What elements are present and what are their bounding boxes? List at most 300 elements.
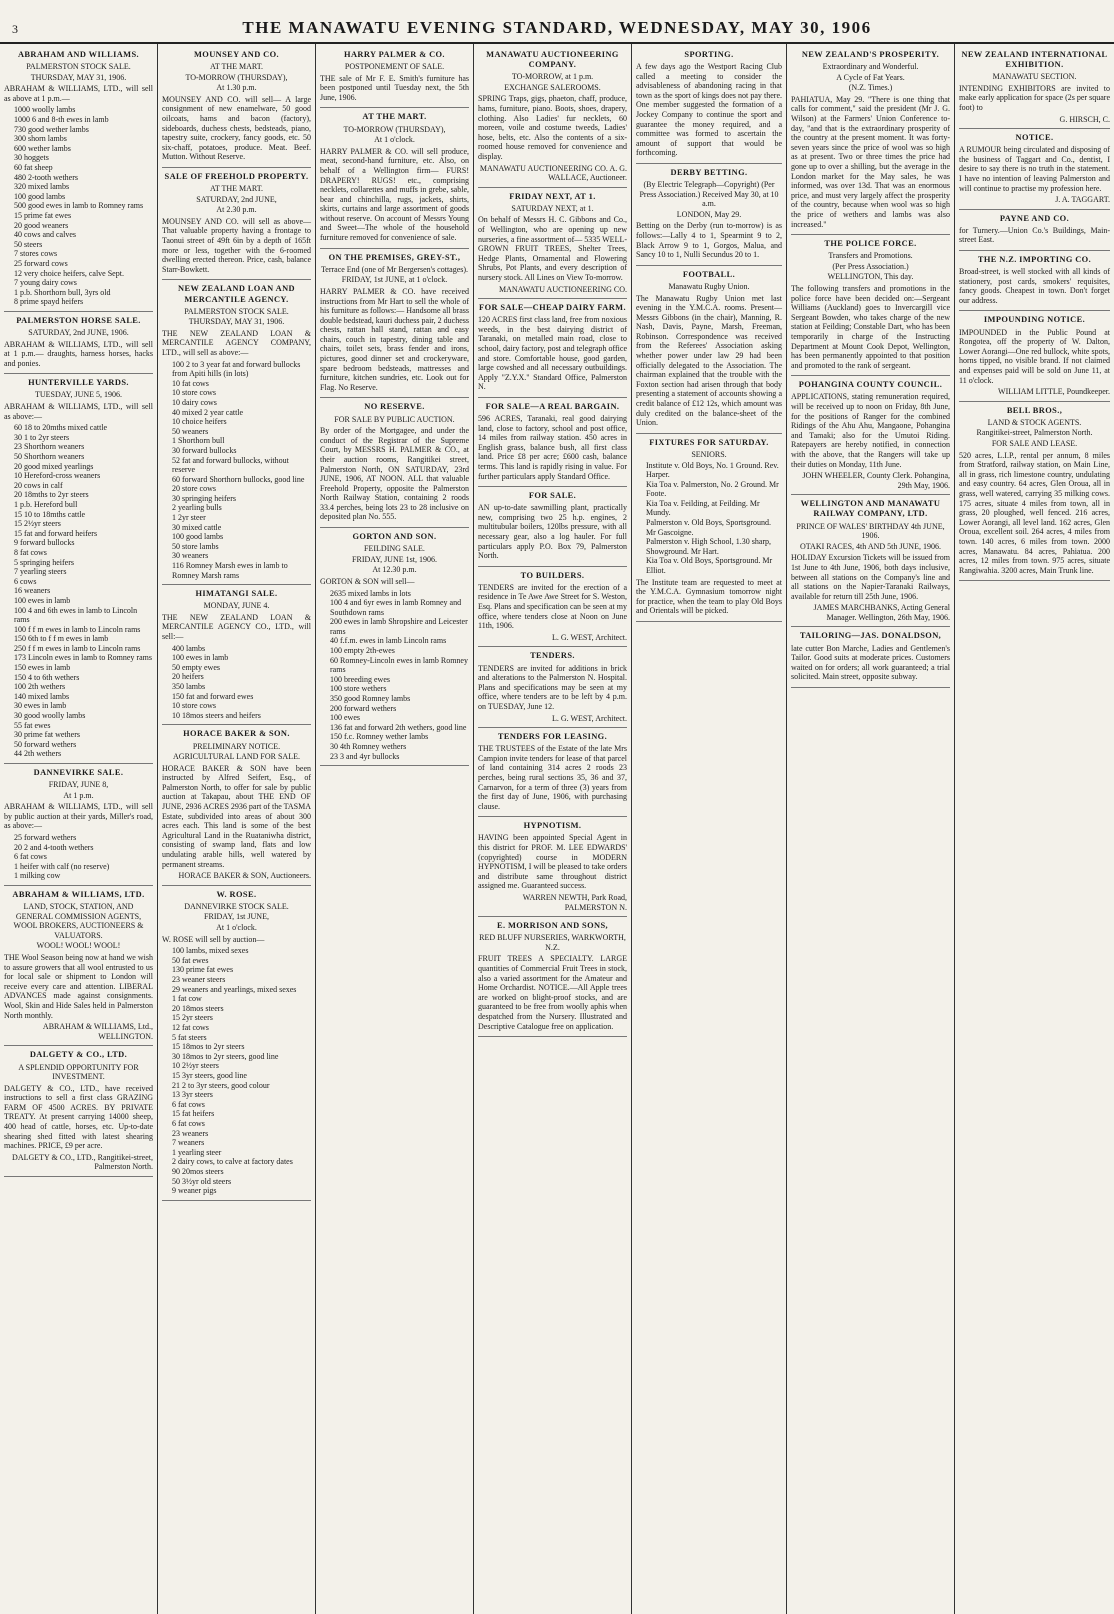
advert-body: PAHIATUA, May 29. "There is one thing that calls for comment," said the president (Mr J. G. Wilson) at the Farmers' Union Conference to-day, "and that is the extraordinary prosperity of the country at the present moment. It was forty-seven years since the price of wool was so high as at present. Two or three times the price had gone up to over a shilling, but the average in the London market for the May sales, he was informed, was over 13d. That was an enormous price, and must very largely affect the prosperity of the country, because when wool was so high the price of wethers and lambs was also increased." [791, 94, 950, 229]
stock-entry: 20 store cows [172, 484, 216, 494]
advert-body: GORTON & SON will sell— [320, 576, 415, 586]
advert-subheading: (Per Press Association.) [832, 261, 909, 271]
stock-entry: 100 2th wethers [14, 682, 66, 692]
advert-subheading: LONDON, May 29. [676, 209, 742, 219]
advert-body: Betting on the Derby (run to-morrow) is as follows:—Lally 4 to 1, Spearmint 9 to 2, Black Arrow 9 to 1, Gorgos, Malua, and Sancy 10 to 1, Nulli Secundus 20 to 1. [636, 221, 782, 260]
advert-subheading: PALMERSTON STOCK SALE. [26, 62, 131, 72]
stock-entry: 21 2 to 3yr steers, good colour [172, 1080, 270, 1090]
advert-subheading: At 1 o'clock. [216, 923, 257, 933]
advert-body: TENDERS are invited for additions in brick and alterations to the Palmerston N. Hospital. Plans and specifications may be seen at my office, where tenders are to be left by 4 p.m. on TUESDAY, June 12. [478, 663, 627, 711]
stock-entry: 6 fat cows [172, 1099, 205, 1109]
stock-entry: 60 forward Shorthorn bullocks, good line [172, 474, 305, 484]
advert-block [4, 886, 153, 1046]
advert-subheading: POSTPONEMENT OF SALE. [344, 62, 445, 72]
advert-body: Broad-street, is well stocked with all kinds of stationery, post cards, smokers' requisites, fancy goods. Cheapest in town. Don't forget our address. [959, 267, 1110, 305]
stock-entry: 136 fat and forward 2th wethers, good line [330, 722, 467, 732]
stock-entry: 9 weaner pigs [172, 1186, 217, 1196]
stock-entry: 150 f.c. Romney wether lambs [330, 732, 429, 742]
stock-entry: 480 2-tooth wethers [14, 172, 78, 182]
column-1 [0, 44, 158, 1614]
advert-subheading: FRIDAY, 1st JUNE, at 1 o'clock. [341, 275, 448, 285]
stock-list [330, 589, 469, 762]
advert-body: A RUMOUR being circulated and disposing of the business of Taggart and Co., dentist, I desire to say there is no truth in the statement. I have no intention of leaving Palmerston and will continue to practise my profession here. [959, 145, 1110, 193]
advert-body: On behalf of Messrs H. C. Gibbons and Co., of Wellington, who are opening up new nurseries, a fine assortment of— 5335 WELL-GROWN FRUIT TREES, Shelter Trees, Hedge Plants, Ornamental and Flowering Shrubs, Pot Plants, and every description of nursery stock. All Lines on View To-morrow. [478, 215, 627, 282]
advert-body: THE NEW ZEALAND LOAN & MERCANTILE AGENCY COMPANY, LTD., will sell as above:— [162, 328, 311, 357]
stock-entry: 40 cows and calves [14, 230, 76, 240]
stock-entry: 150 fat and forward ewes [172, 691, 254, 701]
stock-entry: 100 good lambs [14, 191, 66, 201]
advert-subheading: At 1 o'clock. [374, 135, 415, 145]
stock-entry: 7 yearling steers [14, 567, 67, 577]
stock-list [172, 360, 311, 581]
advert-heading: HYPNOTISM. [523, 821, 582, 831]
advert-block [636, 46, 782, 164]
advert-subheading: AGRICULTURAL LAND FOR SALE. [173, 752, 300, 762]
advert-body: By order of the Mortgagee, and under the conduct of the Registrar of the Supreme Court, by MESSRS H. PALMER & CO., at their auction rooms, Rangitikei street, Palmerston North, ON SATURDAY, 23rd JUNE, 1906, AT NOON. ALL that valuable Freehold Property, opposite the Palmerston North Railway Station, containing 2 roods 33.4 perches, being lots 23 to 28 inclusive on deposited plan No. 555. [320, 426, 469, 522]
advert-body: IMPOUNDED in the Public Pound at Rongotea, off the property of W. Dalton, Lower Aorangi—One red bullock, white spots, horns tipped, no visible brand. If not claimed and expenses paid will be sold on June 11, at 11 o'clock. [959, 327, 1110, 385]
stock-entry: 60 18 to 20mths mixed cattle [14, 423, 108, 433]
stock-entry: 9 forward bullocks [14, 538, 75, 548]
advert-subheading: (By Electric Telegraph—Copyright) (Per Press Association.) Received May 30, at 10 a.m. [639, 180, 779, 209]
stock-entry: 500 good ewes in lamb to Romney rams [14, 201, 144, 211]
advert-subheading: Extraordinary and Wonderful. [822, 62, 919, 72]
advert-signature: MANAWATU AUCTIONEERING CO. [498, 284, 627, 294]
advert-subheading: At 12.30 p.m. [372, 565, 417, 575]
advert-subheading: THURSDAY, MAY 31, 1906. [188, 317, 285, 327]
stock-entry: 20 good weaners [14, 220, 69, 230]
stock-entry: 100 breeding ewes [330, 674, 390, 684]
advert-heading: E. MORRISON AND SONS, [496, 921, 608, 931]
advert-body: W. ROSE will sell by auction— [162, 934, 265, 944]
advert-block [162, 725, 311, 885]
advert-heading: SPORTING. [684, 50, 734, 59]
advert-body: FRUIT TREES A SPECIALTY. LARGE quantities of Commercial Fruit Trees in stock, also a varied assortment for the Amateur and Home Orchardist. NOTICE.—All Apple trees are worked on blight-proof stocks, and are guaranteed to be free from woolly aphis when despatched from the Nursery. Illustrated and Descriptive Catalogue free on application. [478, 954, 627, 1031]
advert-subheading: Manawatu Rugby Union. [668, 281, 750, 291]
stock-entry: 100 ewes in lamb [172, 653, 229, 663]
advert-signature: WARREN NEWTH, Park Road, PALMERSTON N. [522, 892, 627, 912]
advert-heading: IMPOUNDING NOTICE. [983, 315, 1086, 325]
advert-heading: TAILORING—JAS. DONALDSON, [799, 631, 942, 641]
stock-entry: 20 cows in calf [14, 480, 63, 490]
advert-heading: NOTICE. [1015, 133, 1054, 143]
stock-entry: 10 2½yr steers [172, 1061, 219, 1071]
advert-heading: NEW ZEALAND'S PROSPERITY. [801, 50, 940, 59]
stock-entry: 60 fat sheep [14, 163, 53, 173]
advert-block [636, 266, 782, 434]
advert-block [162, 46, 311, 168]
advert-body: HARRY PALMER & CO. have received instructions from Mr Hart to sell the whole of his furniture as follows:— Handsome all brass double bedstead, kauri duchess pair, 2 duchess chests, rattan hall stand, rattan and easy chairs, couch in tapestry, dining table and chairs, toilet sets, brass fender and irons, pictures, good dinner set and crockeryware, spare bedroom bedsteads, mattresses and furniture, kitchen sundries, etc. Look out for Flag. No Reserve. [320, 286, 469, 392]
advert-heading: HIMATANGI SALE. [195, 589, 278, 599]
advert-body: THE sale of Mr F. E. Smith's furniture has been postponed until Tuesday next, the 5th June, 1906. [320, 73, 469, 102]
stock-entry: 16 weaners [14, 586, 51, 596]
advert-block [320, 108, 469, 248]
stock-entry: 130 prime fat ewes [172, 965, 234, 975]
stock-entry: 10 dairy cows [172, 397, 217, 407]
stock-entry: 15 3yr steers, good line [172, 1070, 247, 1080]
advert-body: 520 acres, L.I.P., rental per annum, 8 miles from Stratford, railway station, on Main Line, all in grass, rich limestone country, undulating and easy country. 64 acres, Glen Oroua, all in grass, well watered, carrying 35 milking cows. 175 acres, situate 4 miles from town, all in grass, 20 ploughed, well fenced. 216 acres, Lower Aorangi, all level land. 162 acres, Glen Oroua, excellent soil. 264 acres, 4 miles from town. 140 acres, 6 miles from town. 2000 acres, Manawatu. 84 acres, Pahiatua. 200 acres, 12 miles from town. 975 acres, situate Rangiwahia. 3200 acres, Main Trunk line. [959, 450, 1110, 575]
advert-heading: THE N.Z. IMPORTING CO. [977, 255, 1092, 265]
stock-entry: 100 ewes [330, 713, 360, 723]
stock-entry: 7 stores cows [14, 249, 58, 259]
advert-body: THE TRUSTEES of the Estate of the late Mrs Campion invite tenders for lease of that parcel of land containing 314 acres 2 roods 23 perches, being rural sections 35, 36 and 37, Carnarvon, for a term of three (3) years from the first day of June, 1906, with purchasing clause. [478, 744, 627, 811]
advert-subheading: TO-MORROW, at 1 p.m. [511, 72, 594, 82]
advert-heading: FOOTBALL. [682, 269, 736, 279]
stock-entry: 600 wether lambs [14, 143, 71, 153]
stock-entry: 52 fat and forward bullocks, without reserve [172, 455, 289, 475]
stock-list [172, 644, 311, 721]
advert-heading: AT THE MART. [362, 112, 427, 122]
masthead [0, 0, 1114, 44]
advert-subheading: WELLINGTON, This day. [827, 272, 914, 282]
advert-subheading: Rangitikei-street, Palmerston North. [976, 428, 1093, 438]
advert-body: SPRING Traps, gigs, phaeton, chaff, produce, hams, furniture, piano. Boots, shoes, drapery, clothing. Also Ladies' fur necklets, 60 moreen, voile and costume tweeds, Ladies' hose, belts, etc. Also the contents of a six-roomed house removed for convenience and display. [478, 94, 627, 161]
stock-entry: 30 ewes in lamb [14, 701, 67, 711]
advert-body: 596 ACRES, Taranaki, real good dairying land, close to factory, school and post office, 14 miles from railway station. 450 acres in English grass, balance bush, all first class land. Price £8 per acre; £600 cash, balance terms. This land is rapidly rising in value. For further particulars apply Standard Office. [478, 414, 627, 481]
advert-heading: W. ROSE. [216, 889, 257, 899]
stock-entry: 6 cows [14, 576, 37, 586]
advert-signature: HORACE BAKER & SON, Auctioneers. [178, 871, 311, 881]
advert-body: ABRAHAM & WILLIAMS, LTD., will sell as above at 1 p.m.— [4, 84, 153, 103]
stock-entry: 1 heifer with calf (no reserve) [14, 861, 110, 871]
advert-body: ABRAHAM & WILLIAMS, LTD., will sell as above:— [4, 402, 153, 421]
advert-heading: BELL BROS., [1006, 405, 1063, 415]
stock-entry: 8 prime spayd heifers [14, 297, 84, 307]
stock-entry: 30 4th Romney wethers [330, 742, 407, 752]
advert-subheading: SENIORS. [691, 449, 727, 459]
advert-signature: DALGETY & CO., LTD., Rangitikei-street, Palmerston North. [12, 1152, 153, 1172]
stock-entry: 150 4 to 6th wethers [14, 672, 80, 682]
stock-entry: 100 store wethers [330, 684, 387, 694]
advert-block [478, 728, 627, 817]
advert-subheading: OTAKI RACES, 4th AND 5th JUNE, 1906. [800, 541, 941, 551]
advert-subheading: PRINCE OF WALES' BIRTHDAY 4th JUNE, 1906. [796, 521, 945, 541]
stock-entry: 50 weaners [172, 426, 209, 436]
stock-entry: 7 young dairy cows [14, 278, 77, 288]
stock-entry: 730 good wether lambs [14, 124, 89, 134]
stock-entry: 50 empty ewes [172, 662, 220, 672]
stock-entry: 50 forward wethers [14, 739, 77, 749]
advert-subheading: FEILDING SALE. [364, 544, 425, 554]
stock-entry: 250 f f m ewes in lamb to Lincoln rams [14, 643, 141, 653]
advert-subheading: EXCHANGE SALEROOMS. [504, 82, 601, 92]
fixture-entry: Palmerston v. Old Boys, Sportsground. Mr Gascoigne. [646, 518, 772, 537]
newspaper-columns [0, 44, 1114, 1614]
advert-block [478, 567, 627, 648]
stock-entry: 23 Shorthorn weaners [14, 442, 85, 452]
advert-heading: TENDERS FOR LEASING. [497, 732, 608, 742]
advert-subheading: SATURDAY, 2nd JUNE, 1906. [28, 328, 129, 337]
advert-heading: ABRAHAM AND WILLIAMS. [17, 50, 140, 59]
stock-entry: 2 yearling bulls [172, 503, 222, 513]
stock-entry: 1 p.b. Hereford bull [14, 499, 78, 509]
advert-subheading: At 1 p.m. [63, 790, 94, 800]
stock-entry: 1 Shorthorn bull [172, 436, 225, 446]
advert-subheading: (N.Z. Times.) [848, 83, 893, 93]
stock-list [172, 946, 311, 1195]
stock-entry: 100 ewes in lamb [14, 595, 71, 605]
column-2 [158, 44, 316, 1614]
advert-body: APPLICATIONS, stating remuneration required, will be received up to noon on Friday, 8th June, for the positions of Ranger for the combined Ridings of the Ahu Ahu, Mangaone, Pohangina and Tamaki; also for the Umutoi Riding. Ratepayers are hereby notified, in connection with the above, that the Rangers will take up their duties on Monday, 11th June. [791, 392, 950, 469]
advert-heading: FOR SALE—CHEAP DAIRY FARM. [479, 303, 626, 313]
advert-block [959, 129, 1110, 210]
advert-signature: L. G. WEST, Architect. [551, 713, 627, 723]
advert-block [320, 528, 469, 766]
stock-entry: 200 forward wethers [330, 703, 397, 713]
stock-entry: 1 2yr steer [172, 513, 206, 523]
advert-subheading: FRIDAY, JUNE 8, [48, 780, 109, 790]
stock-entry: 30 18mos to 2yr steers, good line [172, 1051, 279, 1061]
stock-entry: 90 20mos steers [172, 1166, 224, 1176]
advert-heading: HUNTERVILLE YARDS. [28, 378, 129, 388]
stock-entry: 100 lambs, mixed sexes [172, 946, 249, 956]
advert-body: DALGETY & CO., LTD., have received instructions to sell a first class GRAZING FARM OF 4500 ACRES. BY PRIVATE TREATY. At present carrying 14000 sheep, 400 head of cattle, horses, etc. Up-to-date shearing shed fitted with latest shearing machines. PRICE, £9 per acre. [4, 1083, 153, 1151]
advert-block [320, 249, 469, 399]
advert-body: MOUNSEY AND CO. will sell as above— That valuable property having a frontage to Taonui street of 49ft 6in by a depth of 165ft more or less, together with the 6-roomed dwelling erected thereon. Price, cash, balance Starr-Bowkett. [162, 216, 311, 274]
advert-body: late cutter Bon Marche, Ladies and Gentlemen's Tailor. Good suits at moderate prices. Customers waited on for orders; all work guaranteed; a trial solicited. Main street, opposite subway. [791, 643, 950, 682]
advert-heading: DANNEVIRKE SALE. [33, 768, 124, 778]
stock-entry: 10 fat cows [172, 378, 209, 388]
advert-signature: G. HIRSCH, C. [1059, 114, 1110, 124]
advert-block [162, 886, 311, 1201]
stock-entry: 8 fat cows [14, 547, 47, 557]
stock-entry: 200 ewes in lamb Shropshire and Leicester rams [330, 617, 468, 636]
stock-entry: 150 6th to f f m ewes in lamb [14, 634, 109, 644]
advert-heading: GORTON AND SON. [352, 532, 437, 542]
advert-signature: MANAWATU AUCTIONEERING CO. A. G. WALLACE, Auctioneer. [479, 163, 627, 183]
stock-entry: 29 weaners and yearlings, mixed sexes [172, 984, 297, 994]
advert-body: A few days ago the Westport Racing Club called a meeting to consider the advisableness of abandoning racing in that town as the sport of kings does not pay there. One member suggested the formation of a Jockey Company to continue the sport and guarantee the money required, and a committee was formed to ascertain the amount of support that would be forthcoming. [636, 62, 782, 158]
advert-subheading: FOR SALE AND LEASE. [991, 438, 1078, 448]
advert-body: 120 ACRES first class land, free from noxious weeds, in the best dairying district of Taranaki, on metalled main road, close to school, dairy factory, post and telegraph office and store. Comfortable house, good garden, large cowshed and all necessary outbuildings. Apply "Z.Y.X." Standard Office, Palmerston N. [478, 315, 627, 392]
advert-signature: L. G. WEST, Architect. [551, 632, 627, 642]
stock-entry: 15 10 to 18mths cattle [14, 509, 86, 519]
fixture-entry: Kia Toa v. Old Boys, Sportsground. Mr Elliot. [646, 556, 773, 576]
stock-entry: 15 fat heifers [172, 1109, 215, 1119]
stock-entry: 6 fat cows [172, 1118, 205, 1128]
stock-entry: 20 2 and 4-tooth wethers [14, 842, 94, 852]
stock-entry: 10 store cows [172, 701, 216, 711]
stock-entry: 100 empty 2th-ewes [330, 646, 395, 656]
stock-entry: 23 weaners [172, 1128, 209, 1138]
advert-block [959, 311, 1110, 401]
stock-entry: 50 fat ewes [172, 955, 209, 965]
stock-entry: 350 lambs [172, 682, 206, 692]
stock-entry: 10 18mos steers and heifers [172, 710, 261, 720]
stock-entry: 30 1 to 2yr steers [14, 432, 70, 442]
stock-entry: 6 fat cows [14, 852, 47, 862]
advert-heading: HARRY PALMER & CO. [344, 50, 445, 59]
column-5 [632, 44, 787, 1614]
fixture-entry: Kia Toa v. Palmerston, No. 2 Ground. Mr Foote. [646, 479, 779, 499]
stock-entry: 320 mixed lambs [14, 182, 70, 192]
stock-entry: 12 very choice heifers, calve Sept. [14, 268, 124, 278]
advert-heading: FOR SALE. [528, 491, 577, 501]
advert-block [162, 280, 311, 585]
fixture-entry: Institute v. Old Boys, No. 1 Ground. Rev. Harper. [646, 460, 779, 480]
advert-block [791, 627, 950, 687]
stock-entry: 15 2½yr steers [14, 519, 61, 529]
advert-subheading: FRIDAY, JUNE 1st, 1906. [352, 554, 437, 564]
advert-heading: ABRAHAM & WILLIAMS, LTD. [12, 890, 145, 900]
advert-heading: FIXTURES FOR SATURDAY. [649, 437, 769, 447]
advert-subheading: FRIDAY, 1st JUNE, [204, 912, 269, 922]
stock-entry: 5 fat steers [172, 1032, 207, 1042]
advert-block [4, 312, 153, 374]
stock-entry: 30 springing heifers [172, 493, 236, 503]
stock-list [14, 423, 153, 759]
stock-entry: 100 good lambs [172, 532, 224, 542]
advert-heading: FRIDAY NEXT, AT 1. [509, 191, 596, 201]
advert-body: HORACE BAKER & SON have been instructed by Alfred Seifert, Esq., of Palmerston North, to offer for sale by public auction at Takapau, about THE END OF JUNE, 2936 ACRES 2936 part of the TASMA Estate, subdivided into areas of about 300 acres each. This land is some of the best Agricultural Land in the Ruataniwha district, consisting of swamp land, flats and low undulating arable hills, well watered by permanent streams. [162, 763, 311, 869]
advert-subheading: SATURDAY, 2nd JUNE, [196, 194, 277, 204]
stock-list [14, 105, 153, 306]
advert-signature: ABRAHAM & WILLIAMS, Ltd., WELLINGTON. [42, 1022, 153, 1041]
advert-signature: JAMES MARCHBANKS, Acting General Manager. Wellington, 26th May, 1906. [813, 603, 950, 622]
stock-entry: 1000 woolly lambs [14, 105, 76, 115]
page-number: 3 [12, 22, 18, 36]
stock-entry: 300 shorn lambs [14, 134, 67, 144]
stock-entry: 20 18mos steers [172, 1003, 224, 1013]
stock-entry: 173 Lincoln ewes in lamb to Romney rams [14, 653, 152, 663]
advert-subheading: TO-MORROW (THURSDAY), [185, 72, 288, 82]
advert-body: HAVING been appointed Special Agent in this district for PROF. M. LEE EDWARDS' (copyrighted) course in MODERN HYPNOTISM, I will be pleased to take orders and distribute same throughout district assigned me. Guaranteed success. [478, 833, 627, 891]
advert-block [791, 46, 950, 235]
stock-entry: 100 2 to 3 year fat and forward bullocks from Apiti hills (in lots) [172, 359, 301, 379]
stock-entry: 2635 mixed lambs in lots [330, 588, 411, 598]
advert-block [4, 1046, 153, 1177]
stock-entry: 150 ewes in lamb [14, 663, 71, 673]
advert-body: The Institute team are requested to meet at the Y.M.C.A. Gymnasium tomorrow night for practice, when the team to play Old Boys and Orientals will be picked. [636, 577, 782, 616]
advert-heading: NO RESERVE. [364, 402, 425, 412]
stock-entry: 10 choice heifers [172, 417, 227, 427]
advert-body: THE Wool Season being now at hand we wish to assure growers that all wool entrusted to us for local sale or shipment to London will receive every care and attention. LIBERAL ADVANCES made against consignments. Wool, Skin and Hide Sales held in Palmerston North monthly. [4, 953, 153, 1020]
column-3 [316, 44, 474, 1614]
advert-block [959, 46, 1110, 129]
stock-entry: 20 good mixed yearlings [14, 461, 94, 471]
stock-entry: 10 store cows [172, 388, 216, 398]
advert-block [636, 434, 782, 622]
advert-block [959, 402, 1110, 582]
advert-subheading: TO-MORROW (THURSDAY), [343, 124, 446, 134]
advert-signature: JOHN WHEELER, County Clerk. Pohangina, 29th May, 1906. [802, 471, 950, 490]
advert-block [478, 299, 627, 398]
stock-entry: 12 fat cows [172, 1023, 209, 1033]
advert-subheading: PALMERSTON STOCK SALE. [184, 306, 289, 316]
advert-body: HOLIDAY Excursion Tickets will be issued from 1st June to 4th June, 1906, both days inclusive, between all stations on the Company's line and all stations on the Napier-Taranaki Railways, available for return till 25th June, 1906. [791, 553, 950, 601]
stock-entry: 25 forward wethers [14, 833, 77, 843]
advert-subheading: LAND, STOCK, STATION, AND GENERAL COMMISSION AGENTS, WOOL BROKERS, AUCTIONEERS & VALUATORS. [13, 902, 144, 940]
advert-subheading: RED BLUFF NURSERIES, WARKWORTH, N.Z. [479, 933, 626, 952]
advert-block [478, 647, 627, 728]
stock-entry: 40 mixed 2 year cattle [172, 407, 244, 417]
advert-heading: THE POLICE FORCE. [824, 239, 917, 249]
advert-body: The following transfers and promotions in the police force have been decided on:—Sergeant Williams (Auckland) goes to Invercargill vice Sergeant Bowden, who takes charge of the new station at Feilding; Constable Dart, who has been temporarily in charge of the Instructing Department at Mount Cook Depot, Wellington, has been permanently appointed to that position and promoted to the rank of sergeant. [791, 284, 950, 370]
stock-entry: 15 18mos to 2yr steers [172, 1042, 245, 1052]
advert-subheading: TUESDAY, JUNE 5, 1906. [34, 390, 123, 400]
advert-subheading: WOOL! WOOL! WOOL! [36, 941, 121, 951]
stock-entry: 15 fat and forward heifers [14, 528, 98, 538]
stock-entry: 50 3½yr old steers [172, 1176, 232, 1186]
stock-entry: 30 forward bullocks [172, 445, 237, 455]
advert-heading: WELLINGTON AND MANAWATU RAILWAY COMPANY, LTD. [800, 499, 941, 519]
advert-heading: DERBY BETTING. [670, 168, 748, 178]
advert-body: INTENDING EXHIBITORS are invited to make early application for space (2s per square foot) to [959, 83, 1110, 112]
advert-subheading: THURSDAY, MAY 31, 1906. [30, 72, 127, 82]
advert-signature: J. A. TAGGART. [1055, 195, 1110, 205]
newspaper-title: THE MANAWATU EVENING STANDARD, WEDNESDAY, MAY 30, 1906 [242, 18, 872, 37]
stock-list [14, 833, 153, 881]
advert-heading: HORACE BAKER & SON. [183, 729, 290, 739]
advert-body: The Manawatu Rugby Union met last evening in the Y.M.C.A. rooms. Present—Messrs Gibbons (in the chair), Manning, R. Nash, Davis, Payne, Marsh, Freeman, Robinson. Correspondence was received from the Referees' Association asking whether power under law 29 had been officially delegated to the Association. The chairman explained that the trouble with the Foxton section had arisen through that body presenting a statement of accounts showing a credit balance of £12 12s, which amount was duly credited on the balance-sheet of the Union. [636, 293, 782, 428]
stock-entry: 50 store lambs [172, 541, 219, 551]
stock-entry: 60 Romney-Lincoln ewes in lamb Romney rams [330, 655, 468, 675]
advert-subheading: PRELIMINARY NOTICE. [192, 741, 281, 751]
stock-entry: 1 yearling steer [172, 1147, 222, 1157]
advert-heading: NEW ZEALAND INTERNATIONAL EXHIBITION. [961, 50, 1108, 70]
stock-entry: 140 mixed lambs [14, 691, 70, 701]
stock-entry: 10 Hereford-cross weaners [14, 471, 101, 481]
stock-entry: 15 prime fat ewes [14, 210, 72, 220]
advert-block [4, 46, 153, 312]
stock-entry: 55 fat ewes [14, 720, 51, 730]
stock-entry: 20 heifers [172, 672, 204, 682]
stock-entry: 1 fat cow [172, 994, 202, 1004]
advert-subheading: At 1.30 p.m. [216, 83, 257, 93]
fixture-entry: Kia Toa v. Feilding, at Feilding. Mr Mundy. [646, 498, 760, 518]
stock-entry: 30 mixed cattle [172, 522, 222, 532]
advert-subheading: AT THE MART. [209, 184, 264, 194]
advert-block [791, 235, 950, 376]
advert-heading: ON THE PREMISES, GREY-ST., [328, 252, 461, 262]
stock-entry: 23 weaner steers [172, 975, 226, 985]
stock-entry: 50 steers [14, 239, 43, 249]
stock-entry: 5 springing heifers [14, 557, 74, 567]
stock-entry: 400 lambs [172, 643, 206, 653]
advert-subheading: Terrace End (one of Mr Bergersen's cottages). [320, 264, 469, 274]
stock-entry: 50 Shorthorn weaners [14, 452, 85, 462]
fixture-entry: Palmerston v. High School, 1.30 sharp, Showground. Mr Hart. [646, 537, 772, 556]
advert-subheading: A Cycle of Fat Years. [836, 72, 905, 82]
advert-block [478, 817, 627, 917]
column-7 [955, 44, 1114, 1614]
advert-body: ABRAHAM & WILLIAMS, LTD., will sell by public auction at their yards, Miller's road, as above:— [4, 802, 153, 831]
advert-block [320, 46, 469, 108]
advert-heading: POHANGINA COUNTY COUNCIL. [798, 380, 943, 390]
advert-subheading: DANNEVIRKE STOCK SALE. [184, 901, 289, 911]
stock-entry: 13 3yr steers [172, 1090, 213, 1100]
stock-entry: 25 forward cows [14, 258, 68, 268]
advert-body: AN up-to-date sawmilling plant, practically new, comprising two 25 h.p. engines, 2 multitubular boilers, 120lbs pressure, with all necessary gear, also a log hauler. For full particulars apply P.O. Box 79, Palmerston North. [478, 503, 627, 561]
stock-entry: 2 dairy cows, to calve at factory dates [172, 1157, 293, 1167]
stock-entry: 20 18mths to 2yr steers [14, 490, 89, 500]
stock-entry: 1 milking cow [14, 871, 61, 881]
advert-block [162, 585, 311, 725]
stock-entry: 23 3 and 4yr bullocks [330, 751, 400, 761]
advert-body: THE NEW ZEALAND LOAN & MERCANTILE AGENCY CO., LTD., will sell:— [162, 612, 311, 642]
advert-subheading: FOR SALE BY PUBLIC AUCTION. [334, 414, 455, 424]
advert-heading: TO BUILDERS. [520, 570, 585, 580]
stock-entry: 1000 6 and 8-th ewes in lamb [14, 115, 109, 125]
advert-subheading: MONDAY, JUNE 4. [203, 601, 270, 611]
advert-body: HARRY PALMER & CO. will sell produce, meat, second-hand furniture, etc. Also, on behalf of a Wellington firm— FURS! DRAPERY! RUGS! etc., comprising necklets, collarettes and muffs in grebe, sable, bear and chinchilla, rugs, jackets, shirts, skirts, curtains and large assortment of goods without reserve. On account of Messrs Young and Sweet—The whole of the household furniture removed for convenience of sale. [320, 146, 469, 243]
advert-signature: WILLIAM LITTLE, Poundkeeper. [998, 387, 1110, 397]
advert-block [791, 495, 950, 627]
advert-body: TENDERS are invited for the erection of a residence in Te Awe Awe Street for S. Weston, Esq. Plans and specification can be seen at my office, where tenders close at Noon on June 11th, 1906. [478, 582, 627, 631]
advert-heading: PAYNE AND CO. [999, 213, 1070, 223]
stock-entry: 44 2th wethers [14, 749, 62, 759]
stock-entry: 7 weaners [172, 1138, 205, 1148]
advert-block [636, 164, 782, 266]
